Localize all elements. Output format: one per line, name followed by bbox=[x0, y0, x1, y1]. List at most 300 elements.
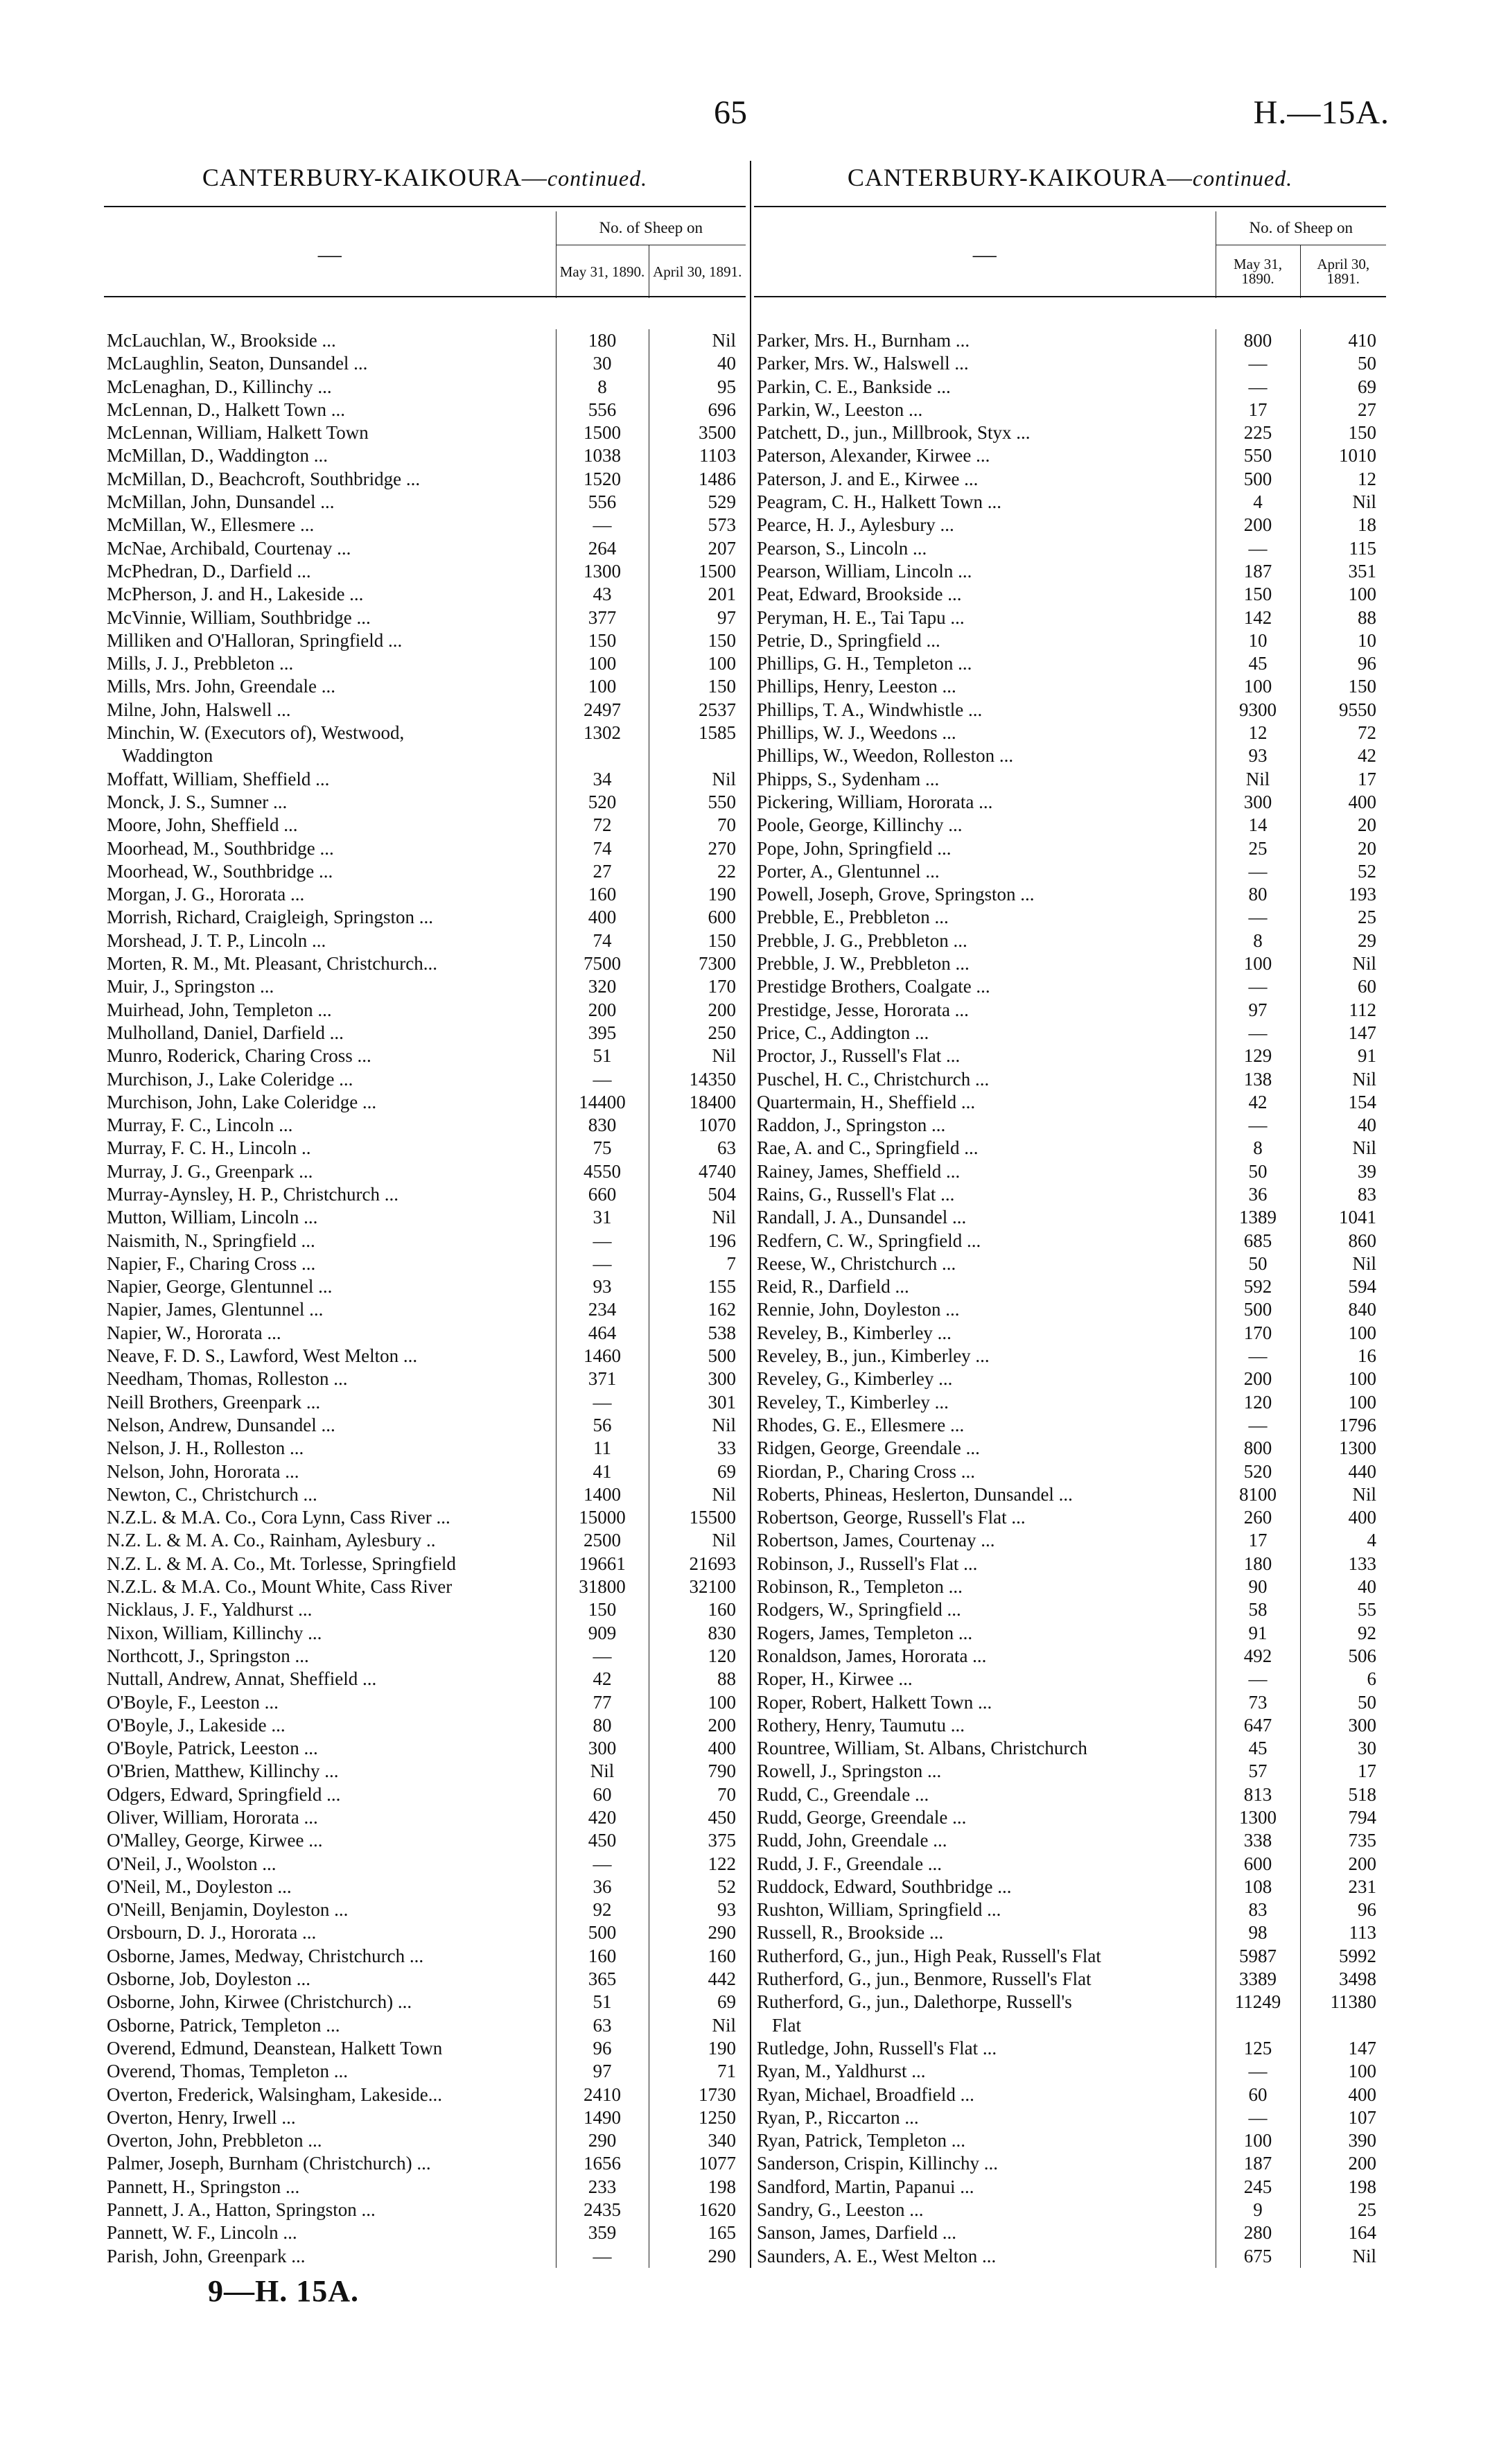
owner-name: Riordan, P., Charing Cross ... bbox=[757, 1460, 976, 1482]
sheep-1891: 1486 bbox=[649, 468, 746, 491]
sheep-1890: 83 bbox=[1216, 1898, 1300, 1921]
sheep-1891: 40 bbox=[649, 352, 746, 375]
sheep-1890: 320 bbox=[556, 975, 649, 998]
table-row bbox=[754, 1275, 1386, 1298]
sheep-1890: 63 bbox=[556, 2014, 649, 2037]
sheep-1890: 45 bbox=[1216, 652, 1300, 675]
sheep-1891: 10 bbox=[1300, 629, 1386, 652]
table-row bbox=[104, 1391, 746, 1414]
left-header-bottom-rule bbox=[104, 296, 746, 297]
table-row bbox=[104, 1876, 746, 1898]
owner-name: Prebble, E., Prebbleton ... bbox=[757, 907, 949, 928]
owner-name: Nelson, John, Hororata ... bbox=[107, 1460, 299, 1482]
owner-name: Phillips, Henry, Leeston ... bbox=[757, 676, 956, 697]
owner-name: Flat bbox=[772, 2014, 802, 2036]
sheep-1890: — bbox=[556, 1391, 649, 1414]
owner-name: Milliken and O'Halloran, Springfield ... bbox=[107, 629, 403, 651]
table-row bbox=[754, 2199, 1386, 2221]
owner-name: Pearce, H. J., Aylesbury ... bbox=[757, 514, 954, 536]
owner-name: Rhodes, G. E., Ellesmere ... bbox=[757, 1414, 965, 1435]
sheep-1890: 41 bbox=[556, 1460, 649, 1483]
table-row bbox=[754, 652, 1386, 675]
sheep-1890: — bbox=[1216, 1668, 1300, 1690]
table-row bbox=[104, 2245, 746, 2268]
sheep-1891: 840 bbox=[1300, 1298, 1386, 1321]
owner-name: Rushton, William, Springfield ... bbox=[757, 1899, 1001, 1921]
sheep-1891: 1070 bbox=[649, 1114, 746, 1137]
owner-name: Palmer, Joseph, Burnham (Christchurch) ... bbox=[107, 2153, 431, 2174]
sheep-1891: 11380 bbox=[1300, 1991, 1386, 2013]
table-row bbox=[754, 2014, 1386, 2037]
sheep-1890: 377 bbox=[556, 606, 649, 629]
sheep-1891: 500 bbox=[649, 1345, 746, 1368]
sheep-1891: Nil bbox=[1300, 1137, 1386, 1160]
table-row bbox=[754, 1714, 1386, 1737]
table-row bbox=[104, 1022, 746, 1045]
sheep-1890: 187 bbox=[1216, 560, 1300, 583]
sheep-1891: Nil bbox=[1300, 2245, 1386, 2268]
table-row bbox=[104, 1598, 746, 1621]
table-row bbox=[754, 468, 1386, 491]
sheep-1890: 15000 bbox=[556, 1506, 649, 1529]
sheep-1891: 400 bbox=[1300, 1506, 1386, 1529]
sheep-1890: 1500 bbox=[556, 421, 649, 444]
table-row bbox=[104, 929, 746, 952]
table-row bbox=[104, 329, 746, 352]
sheep-1890: 3389 bbox=[1216, 1968, 1300, 1991]
sheep-1890: 96 bbox=[556, 2037, 649, 2060]
sheep-1891: 340 bbox=[649, 2129, 746, 2152]
table-row bbox=[754, 1529, 1386, 1552]
owner-name: Osborne, Patrick, Templeton ... bbox=[107, 2014, 340, 2036]
sheep-1890: 80 bbox=[1216, 883, 1300, 906]
owner-name: Napier, James, Glentunnel ... bbox=[107, 1299, 324, 1320]
sheep-1890: 142 bbox=[1216, 606, 1300, 629]
sheep-1891: 72 bbox=[1300, 722, 1386, 744]
sheep-1891: 301 bbox=[649, 1391, 746, 1414]
owner-name: Neave, F. D. S., Lawford, West Melton ... bbox=[107, 1345, 418, 1367]
sheep-1890: 180 bbox=[1216, 1553, 1300, 1575]
sheep-1891: 410 bbox=[1300, 329, 1386, 352]
left-header-table bbox=[104, 211, 746, 298]
sheep-1891: 42 bbox=[1300, 744, 1386, 767]
table-row bbox=[104, 1945, 746, 1968]
owner-name: Murray, J. G., Greenpark ... bbox=[107, 1160, 313, 1182]
owner-name: Saunders, A. E., West Melton ... bbox=[757, 2245, 997, 2266]
owner-name: McPhedran, D., Darfield ... bbox=[107, 560, 311, 582]
owner-name: McPherson, J. and H., Lakeside ... bbox=[107, 584, 364, 605]
owner-name: McLennan, William, Halkett Town bbox=[107, 422, 369, 444]
right-col1-header: May 31, 1890. bbox=[1216, 245, 1300, 299]
sheep-1891: 113 bbox=[1300, 1921, 1386, 1944]
table-row bbox=[104, 491, 746, 514]
table-row bbox=[754, 1991, 1386, 2013]
sheep-1891: 3500 bbox=[649, 421, 746, 444]
sheep-1891: Nil bbox=[649, 1045, 746, 1067]
table-row bbox=[104, 791, 746, 814]
table-row bbox=[104, 883, 746, 906]
right-sheep-header: No. of Sheep on bbox=[1216, 211, 1386, 245]
table-row bbox=[754, 399, 1386, 421]
sheep-1890: 11249 bbox=[1216, 1991, 1300, 2013]
table-row bbox=[754, 860, 1386, 883]
sheep-1891: 20 bbox=[1300, 837, 1386, 860]
sheep-1890: 1389 bbox=[1216, 1206, 1300, 1229]
sheep-1890: 150 bbox=[556, 629, 649, 652]
sheep-1890: 556 bbox=[556, 399, 649, 421]
table-row bbox=[754, 1252, 1386, 1275]
table-row bbox=[104, 2152, 746, 2175]
table-row bbox=[754, 1437, 1386, 1460]
sheep-1890: 100 bbox=[1216, 952, 1300, 975]
sheep-1891: 95 bbox=[649, 376, 746, 399]
table-row bbox=[754, 999, 1386, 1022]
owner-name: Prestidge Brothers, Coalgate ... bbox=[757, 976, 990, 997]
table-row bbox=[104, 1806, 746, 1829]
sheep-1891: 150 bbox=[649, 929, 746, 952]
table-row bbox=[104, 606, 746, 629]
table-row bbox=[754, 675, 1386, 698]
sheep-1890: 359 bbox=[556, 2221, 649, 2244]
owner-name: Reveley, T., Kimberley ... bbox=[757, 1391, 949, 1413]
owner-name: McLauchlan, W., Brookside ... bbox=[107, 330, 336, 351]
table-row bbox=[104, 837, 746, 860]
sheep-1890: — bbox=[1216, 975, 1300, 998]
sheep-1891: 69 bbox=[649, 1991, 746, 2013]
sheep-1891: 100 bbox=[1300, 2060, 1386, 2083]
table-row bbox=[754, 1783, 1386, 1806]
owner-name: Porter, A., Glentunnel ... bbox=[757, 860, 940, 882]
sheep-1891: Nil bbox=[1300, 491, 1386, 514]
sheep-1890: 1656 bbox=[556, 2152, 649, 2175]
sheep-1890: 100 bbox=[556, 652, 649, 675]
table-row bbox=[104, 1345, 746, 1368]
sheep-1891: 96 bbox=[1300, 652, 1386, 675]
sheep-1891: 100 bbox=[1300, 583, 1386, 606]
sheep-1891: 18 bbox=[1300, 514, 1386, 536]
sheep-1891: 15500 bbox=[649, 1506, 746, 1529]
owner-name: Robertson, George, Russell's Flat ... bbox=[757, 1507, 1026, 1528]
table-row bbox=[754, 1876, 1386, 1898]
owner-name: Mills, J. J., Prebbleton ... bbox=[107, 653, 294, 674]
sheep-1891: Nil bbox=[649, 1483, 746, 1506]
owner-name: Osborne, James, Medway, Christchurch ... bbox=[107, 1945, 424, 1966]
sheep-1890: 8 bbox=[1216, 929, 1300, 952]
sheep-1890: 74 bbox=[556, 929, 649, 952]
sheep-1890: 500 bbox=[556, 1921, 649, 1944]
owner-name: Pickering, William, Hororata ... bbox=[757, 791, 993, 812]
sheep-1891: Nil bbox=[1300, 1483, 1386, 1506]
owner-name: Rogers, James, Templeton ... bbox=[757, 1622, 973, 1643]
sheep-1890: — bbox=[556, 1068, 649, 1091]
table-row bbox=[104, 1737, 746, 1760]
owner-name: Sandford, Martin, Papanui ... bbox=[757, 2176, 974, 2197]
footer-signature: 9—H. 15A. bbox=[208, 2274, 359, 2308]
sheep-1891: 198 bbox=[1300, 2176, 1386, 2199]
owner-name: N.Z.L. & M.A. Co., Cora Lynn, Cass River ... bbox=[107, 1507, 450, 1528]
table-row bbox=[104, 1045, 746, 1067]
owner-name: Murray, F. C., Lincoln ... bbox=[107, 1115, 293, 1136]
sheep-1890 bbox=[556, 744, 649, 767]
sheep-1891: 1500 bbox=[649, 560, 746, 583]
sheep-1890: 800 bbox=[1216, 329, 1300, 352]
sheep-1890: 500 bbox=[1216, 468, 1300, 491]
sheep-1891: 96 bbox=[1300, 1898, 1386, 1921]
sheep-1890: 400 bbox=[556, 906, 649, 929]
owner-name: Reveley, G., Kimberley ... bbox=[757, 1368, 953, 1390]
sheep-1891: 790 bbox=[649, 1760, 746, 1783]
owner-name: Reese, W., Christchurch ... bbox=[757, 1252, 956, 1274]
table-row bbox=[104, 1298, 746, 1321]
owner-name: Roper, H., Kirwee ... bbox=[757, 1668, 913, 1690]
owner-name: Moorhead, M., Southbridge ... bbox=[107, 837, 334, 859]
sheep-1891: 107 bbox=[1300, 2106, 1386, 2129]
sheep-1891: 40 bbox=[1300, 1114, 1386, 1137]
sheep-1891: 170 bbox=[649, 975, 746, 998]
sheep-1891: 147 bbox=[1300, 1022, 1386, 1045]
sheep-1890: 225 bbox=[1216, 421, 1300, 444]
table-row bbox=[754, 2106, 1386, 2129]
sheep-1890: Nil bbox=[556, 1760, 649, 1783]
owner-name: Pannett, W. F., Lincoln ... bbox=[107, 2222, 297, 2244]
sheep-1891: 14350 bbox=[649, 1068, 746, 1091]
sheep-1891: 1077 bbox=[649, 2152, 746, 2175]
sheep-1890: 27 bbox=[556, 860, 649, 883]
owner-name: Nelson, Andrew, Dunsandel ... bbox=[107, 1414, 335, 1435]
sheep-1891: 50 bbox=[1300, 352, 1386, 375]
table-row bbox=[104, 1783, 746, 1806]
sheep-1891: 133 bbox=[1300, 1553, 1386, 1575]
sheep-1890: 4 bbox=[1216, 491, 1300, 514]
sheep-1890: 11 bbox=[556, 1437, 649, 1460]
table-row bbox=[104, 1898, 746, 1921]
owner-name: Powell, Joseph, Grove, Springston ... bbox=[757, 884, 1035, 905]
table-row bbox=[754, 1921, 1386, 1944]
owner-name: Rodgers, W., Springfield ... bbox=[757, 1599, 961, 1620]
table-row bbox=[104, 1991, 746, 2013]
table-row bbox=[754, 929, 1386, 952]
table-row bbox=[754, 1160, 1386, 1183]
sheep-1890: — bbox=[556, 514, 649, 536]
sheep-1890: Nil bbox=[1216, 768, 1300, 791]
sheep-1890: 50 bbox=[1216, 1252, 1300, 1275]
owner-name: Napier, W., Hororata ... bbox=[107, 1322, 281, 1343]
sheep-1890: 200 bbox=[1216, 514, 1300, 536]
sheep-1891: 594 bbox=[1300, 1275, 1386, 1298]
sheep-1890: — bbox=[1216, 1022, 1300, 1045]
table-row bbox=[754, 2060, 1386, 2083]
sheep-1891: 150 bbox=[649, 675, 746, 698]
sheep-1891: 1730 bbox=[649, 2083, 746, 2106]
table-row bbox=[754, 2083, 1386, 2106]
sheep-1891: 69 bbox=[1300, 376, 1386, 399]
owner-name: Odgers, Edward, Springfield ... bbox=[107, 1783, 341, 1805]
table-row bbox=[754, 1230, 1386, 1252]
owner-name: Peagram, C. H., Halkett Town ... bbox=[757, 491, 1002, 513]
left-col1-header: May 31, 1890. bbox=[556, 245, 649, 299]
owner-name: O'Boyle, Patrick, Leeston ... bbox=[107, 1738, 318, 1759]
sheep-1890: 200 bbox=[1216, 1368, 1300, 1390]
sheep-1891: 518 bbox=[1300, 1783, 1386, 1806]
sheep-1891: 92 bbox=[1300, 1622, 1386, 1645]
sheep-1890: — bbox=[556, 1230, 649, 1252]
owner-name: Needham, Thomas, Rolleston ... bbox=[107, 1368, 348, 1390]
table-row bbox=[104, 514, 746, 536]
owner-name: N.Z. L. & M. A. Co., Mt. Torlesse, Springfield bbox=[107, 1553, 456, 1574]
owner-name: Patchett, D., jun., Millbrook, Styx ... bbox=[757, 422, 1031, 444]
owner-name: Waddington bbox=[122, 745, 213, 767]
table-row bbox=[754, 699, 1386, 722]
table-row bbox=[754, 1414, 1386, 1437]
sheep-1891: 696 bbox=[649, 399, 746, 421]
table-row bbox=[754, 975, 1386, 998]
sheep-1890: 45 bbox=[1216, 1737, 1300, 1760]
sheep-1891: 115 bbox=[1300, 537, 1386, 560]
sheep-1890: 150 bbox=[556, 1598, 649, 1621]
table-row bbox=[754, 837, 1386, 860]
sheep-1890: 1460 bbox=[556, 1345, 649, 1368]
owner-name: Rudd, C., Greendale ... bbox=[757, 1783, 929, 1805]
sheep-1890: 556 bbox=[556, 491, 649, 514]
sheep-1891: 375 bbox=[649, 1829, 746, 1852]
sheep-1890: 160 bbox=[556, 1945, 649, 1968]
sheep-1890: 338 bbox=[1216, 1829, 1300, 1852]
table-row bbox=[754, 1022, 1386, 1045]
sheep-1891: 200 bbox=[1300, 1853, 1386, 1876]
sheep-1891: 196 bbox=[649, 1230, 746, 1252]
owner-name: Napier, George, Glentunnel ... bbox=[107, 1276, 333, 1297]
owner-name: McMillan, W., Ellesmere ... bbox=[107, 514, 315, 536]
table-row bbox=[104, 2014, 746, 2037]
sheep-1890: 42 bbox=[1216, 1091, 1300, 1114]
table-row bbox=[104, 583, 746, 606]
owner-name: Parker, Mrs. W., Halswell ... bbox=[757, 353, 969, 374]
owner-name: Overton, Henry, Irwell ... bbox=[107, 2106, 296, 2128]
table-row bbox=[104, 744, 746, 767]
owner-name: Price, C., Addington ... bbox=[757, 1022, 929, 1043]
table-row bbox=[754, 814, 1386, 837]
sheep-1890: 56 bbox=[556, 1414, 649, 1437]
table-row bbox=[104, 1668, 746, 1690]
owner-name: Rothery, Henry, Taumutu ... bbox=[757, 1714, 965, 1736]
owner-name: Parkin, C. E., Bankside ... bbox=[757, 376, 951, 397]
table-row bbox=[754, 1460, 1386, 1483]
sheep-1890: 93 bbox=[556, 1275, 649, 1298]
sheep-1890: 12 bbox=[1216, 722, 1300, 744]
sheep-1890: 464 bbox=[556, 1322, 649, 1345]
owner-name: O'Brien, Matthew, Killinchy ... bbox=[107, 1760, 339, 1782]
owner-name: Rudd, George, Greendale ... bbox=[757, 1807, 967, 1828]
table-row bbox=[104, 1322, 746, 1345]
owner-name: Peryman, H. E., Tai Tapu ... bbox=[757, 606, 965, 628]
owner-name: Reveley, B., Kimberley ... bbox=[757, 1322, 952, 1343]
sheep-1891: 55 bbox=[1300, 1598, 1386, 1621]
table-row bbox=[754, 1645, 1386, 1668]
owner-name: Reveley, B., jun., Kimberley ... bbox=[757, 1345, 990, 1367]
sheep-1890: 280 bbox=[1216, 2221, 1300, 2244]
sheep-1891: 40 bbox=[1300, 1575, 1386, 1598]
table-row bbox=[754, 744, 1386, 767]
sheep-1890: — bbox=[556, 1853, 649, 1876]
sheep-1891: 21693 bbox=[649, 1553, 746, 1575]
sheep-1890: 97 bbox=[1216, 999, 1300, 1022]
owner-name: Paterson, Alexander, Kirwee ... bbox=[757, 445, 990, 466]
sheep-1890: 160 bbox=[556, 883, 649, 906]
sheep-1890: 14400 bbox=[556, 1091, 649, 1114]
table-row bbox=[754, 1622, 1386, 1645]
sheep-1890: 75 bbox=[556, 1137, 649, 1160]
right-name-header-dash: — bbox=[972, 241, 997, 268]
owner-name: Nelson, J. H., Rolleston ... bbox=[107, 1438, 304, 1459]
sheep-1890: 100 bbox=[1216, 2129, 1300, 2152]
owner-name: Muirhead, John, Templeton ... bbox=[107, 999, 332, 1020]
owner-name: Overton, John, Prebbleton ... bbox=[107, 2130, 322, 2151]
sheep-1890: 150 bbox=[1216, 583, 1300, 606]
table-row bbox=[104, 629, 746, 652]
sheep-1890: 264 bbox=[556, 537, 649, 560]
owner-name: Murchison, J., Lake Coleridge ... bbox=[107, 1068, 353, 1090]
owner-name: Rae, A. and C., Springfield ... bbox=[757, 1137, 979, 1159]
sheep-1890: 8 bbox=[1216, 1137, 1300, 1160]
owner-name: Sanson, James, Darfield ... bbox=[757, 2222, 956, 2244]
sheep-1890: 9300 bbox=[1216, 699, 1300, 722]
owner-name: Prestidge, Jesse, Hororata ... bbox=[757, 999, 969, 1020]
sheep-1891: 70 bbox=[649, 1783, 746, 1806]
table-row bbox=[104, 1829, 746, 1852]
sheep-1890: 73 bbox=[1216, 1691, 1300, 1714]
sheep-1891: 60 bbox=[1300, 975, 1386, 998]
sheep-1890: — bbox=[556, 1645, 649, 1668]
sheep-1891: 6 bbox=[1300, 1668, 1386, 1690]
sheep-1891: 1300 bbox=[1300, 1437, 1386, 1460]
owner-name: Pannett, J. A., Hatton, Springston ... bbox=[107, 2199, 376, 2221]
owner-name: Rutherford, G., jun., Benmore, Russell's Flat bbox=[757, 1968, 1092, 1990]
sheep-1891: 20 bbox=[1300, 814, 1386, 837]
right-col2-header: April 30, 1891. bbox=[1300, 245, 1386, 299]
table-row bbox=[754, 491, 1386, 514]
sheep-1891: 190 bbox=[649, 883, 746, 906]
owner-name: Rountree, William, St. Albans, Christchurch bbox=[757, 1738, 1087, 1759]
sheep-1891: 794 bbox=[1300, 1806, 1386, 1829]
sheep-1891: 70 bbox=[649, 814, 746, 837]
sheep-1891: 506 bbox=[1300, 1645, 1386, 1668]
owner-name: Morrish, Richard, Craigleigh, Springston ... bbox=[107, 907, 433, 928]
sheep-1890: 17 bbox=[1216, 1529, 1300, 1552]
sheep-1890: 200 bbox=[556, 999, 649, 1022]
sheep-1890: 50 bbox=[1216, 1160, 1300, 1183]
table-row bbox=[754, 2037, 1386, 2060]
table-row bbox=[754, 560, 1386, 583]
table-row bbox=[104, 2106, 746, 2129]
sheep-1890: 492 bbox=[1216, 1645, 1300, 1668]
owner-name: Petrie, D., Springfield ... bbox=[757, 629, 940, 651]
sheep-1891: 1585 bbox=[649, 722, 746, 744]
sheep-1890: — bbox=[556, 2245, 649, 2268]
sheep-1890: 90 bbox=[1216, 1575, 1300, 1598]
owner-name: Prebble, J. G., Prebbleton ... bbox=[757, 929, 967, 951]
sheep-1890: 74 bbox=[556, 837, 649, 860]
sheep-1891: 150 bbox=[1300, 675, 1386, 698]
table-row bbox=[754, 1068, 1386, 1091]
sheep-1891: Nil bbox=[1300, 1252, 1386, 1275]
left-col2-header: April 30, 1891. bbox=[649, 245, 746, 299]
sheep-1891: 860 bbox=[1300, 1230, 1386, 1252]
table-row bbox=[754, 1091, 1386, 1114]
owner-name: Ryan, Patrick, Templeton ... bbox=[757, 2130, 965, 2151]
owner-name: O'Boyle, F., Leeston ... bbox=[107, 1691, 279, 1713]
table-row bbox=[104, 1645, 746, 1668]
sheep-1891: 450 bbox=[649, 1806, 746, 1829]
